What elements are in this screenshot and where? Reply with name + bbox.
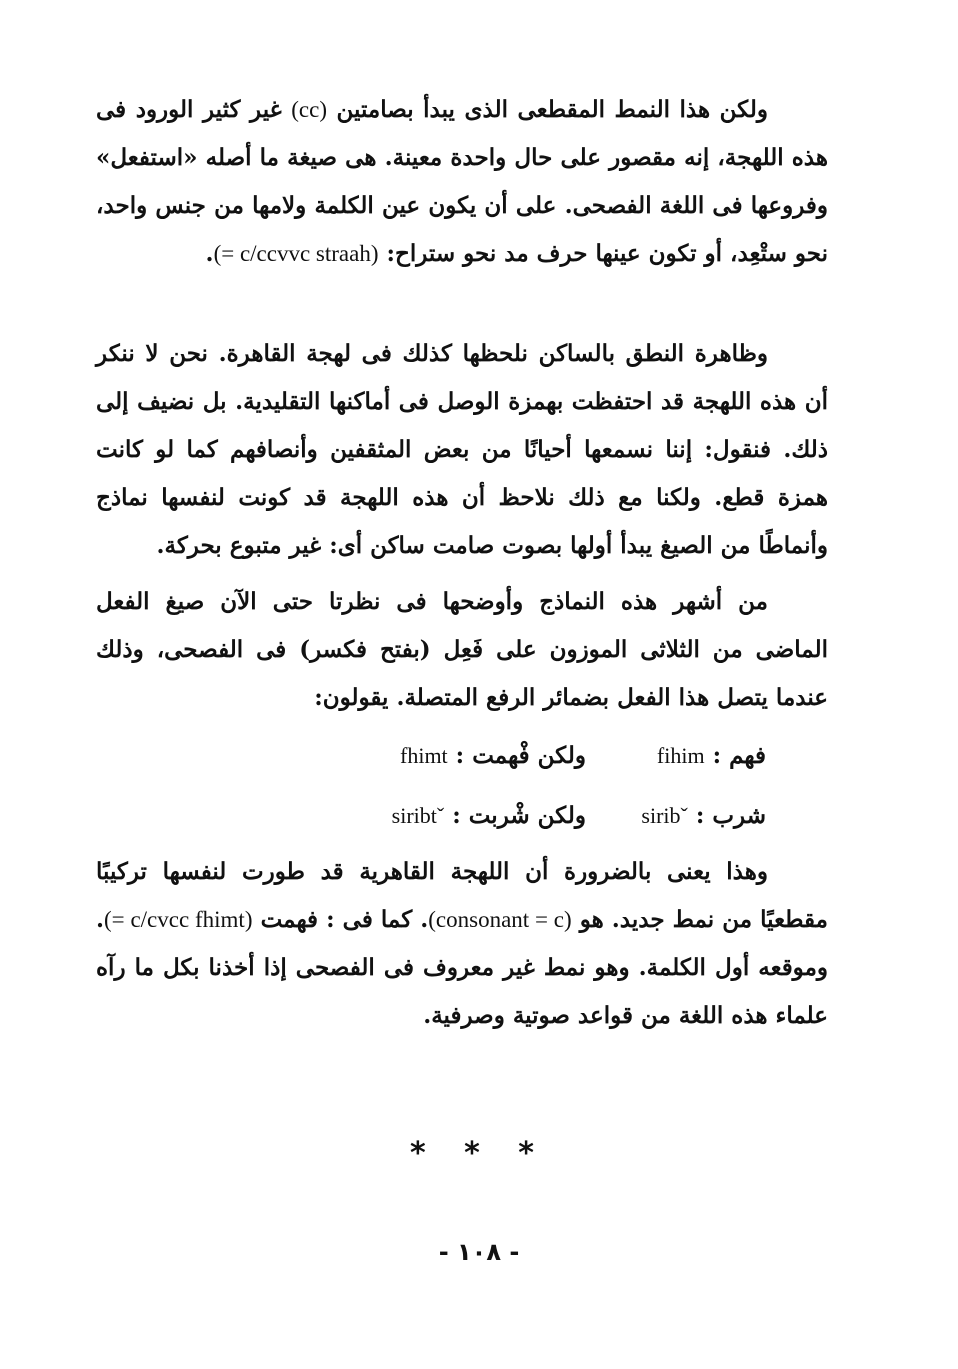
example-word: فهم bbox=[729, 742, 766, 769]
paragraph-1 bbox=[96, 86, 828, 278]
paragraph-1-part-a: ولكن هذا النمط المقطعى الذى يبدأ بصامتين bbox=[327, 96, 768, 123]
example-contrast-word: ولكن شْربت bbox=[468, 802, 586, 829]
example-row bbox=[0, 796, 958, 836]
paragraph-4-part-c: . وموقعه أول الكلمة. وهو نمط غير معروف فى الفصحى إذا أخذنا بكل ما رآه علماء هذه اللغة من قواعد صوتية وصرفية. bbox=[96, 906, 828, 1029]
example-contrast-transliteration: fhimt bbox=[400, 743, 448, 768]
paragraph-3 bbox=[96, 578, 828, 722]
paragraph-2-text: وظاهرة النطق بالساكن نلحظها كذلك فى لهجة القاهرة. نحن لا ننكر أن هذه اللهجة قد احتفظت بهمزة الوصل فى أماكنها التقليدية. بل نضيف إلى ذلك. فنقول: إننا نسمعها أحيانًا من بعض المثقفين وأنصافهم كما لو كانت همزة قطع. ولكنا مع ذلك نلاحظ أن هذه اللهجة قد كونت لنفسها نماذج وأنماطًا من الصيغ يبدأ أولها بصوت صامت ساكن أى: غير متبوع بحركة. bbox=[96, 340, 828, 559]
example-base-form: شرب : ˇsirib bbox=[641, 802, 766, 829]
paragraph-2 bbox=[96, 330, 828, 570]
paragraph-1-part-c: . bbox=[205, 240, 214, 267]
example-transliteration: fihim bbox=[656, 743, 705, 768]
paragraph-4-latin-b: (= c/cvcc fhimt) bbox=[104, 907, 253, 932]
paragraph-1-text bbox=[96, 86, 828, 278]
example-contrast-form: ولكن شْربت : ˇsiribt bbox=[391, 802, 586, 829]
example-contrast-form: ولكن فْهمت : fhimt bbox=[400, 742, 586, 769]
section-divider: * * * bbox=[410, 1136, 548, 1171]
paragraph-1-latin-b: (= c/ccvvc straah) bbox=[213, 241, 379, 266]
page-number: - ١٠٨ - bbox=[438, 1238, 520, 1266]
paragraph-1-part-b: غير كثير الورود فى هذه اللهجة، إنه مقصور على حال واحدة معينة. هى صيغة ما أصله «استفعل» وفروعها فى اللغة الفصحى. على أن يكون عين الكلمة ولامها من جنس واحد، نحو ستْعِد، أو تكون عينها حرف مد نحو ستراح: bbox=[96, 96, 828, 267]
paragraph-4-latin-a: (consonant = c) bbox=[428, 907, 572, 932]
example-contrast-word: ولكن فْهمت bbox=[472, 742, 586, 769]
paragraph-1-latin-a: (cc) bbox=[291, 97, 327, 122]
paragraph-3-text: من أشهر هذه النماذج وأوضحها فى نظرتا حتى الآن صيغ الفعل الماضى من الثلاثى الموزون على فَعِل (بفتح فكسر) فى الفصحى، وذلك عندما يتصل هذا الفعل بضمائر الرفع المتصلة. يقولون: bbox=[96, 588, 828, 711]
paragraph-4 bbox=[96, 848, 828, 1040]
example-row bbox=[0, 736, 958, 776]
paragraph-4-text bbox=[96, 848, 828, 1040]
paragraph-4-part-b: . كما فى : فهمت bbox=[252, 906, 429, 933]
example-transliteration: ˇsirib bbox=[641, 803, 688, 828]
paragraph-4-part-a: وهذا يعنى بالضرورة أن اللهجة القاهرية قد طورت لنفسها تركيبًا مقطعيًا من نمط جديد. هو bbox=[96, 858, 829, 933]
example-contrast-transliteration: ˇsiribt bbox=[391, 803, 445, 828]
example-word: شرب bbox=[712, 802, 766, 829]
example-base-form: فهم : fihim bbox=[656, 742, 766, 769]
